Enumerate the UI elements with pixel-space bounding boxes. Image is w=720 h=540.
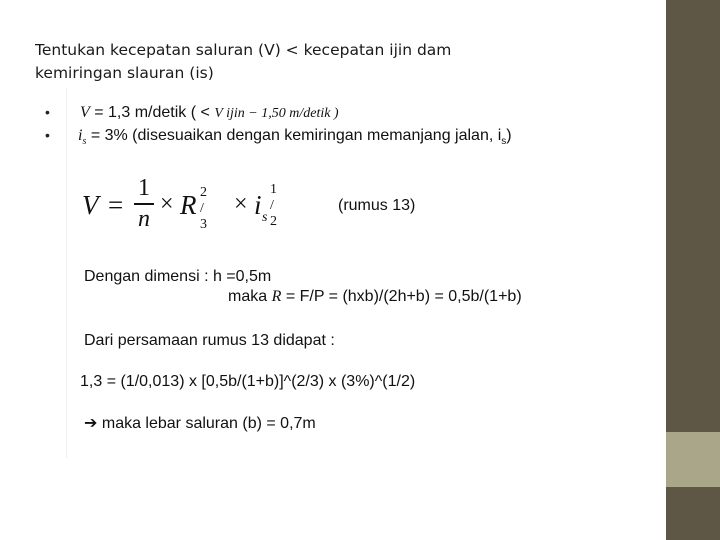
decorative-side-accent — [666, 432, 720, 487]
bullet-slope-line — [78, 127, 512, 147]
slope-close-paren: ) — [506, 127, 512, 144]
formula-i-exponent: 1 / 2 — [270, 182, 277, 229]
hydraulic-radius-line — [228, 288, 522, 306]
formula-numerator: 1 — [138, 175, 150, 201]
decorative-side-bar — [666, 0, 720, 540]
bullet-marker-2: • — [45, 127, 50, 143]
slide-title — [35, 39, 635, 85]
slide-title-line-2: kemiringan slauran (is) — [35, 64, 214, 82]
formula-R-exponent: 2 / 3 — [200, 185, 207, 232]
var-i-subscript: s — [82, 136, 87, 148]
formula-R: R — [180, 190, 197, 220]
var-V: V — [80, 104, 90, 121]
maka-prefix: maka — [228, 288, 268, 305]
var-R: R — [271, 288, 282, 305]
slope-value-text: = 3% (disesuaikan dengan kemiringan memanjang jalan, i — [90, 127, 502, 144]
allowed-velocity-text: V ijin − 1,50 m/detik ) — [214, 106, 339, 121]
bullet-velocity-line — [80, 104, 339, 122]
dimension-text: Dengan dimensi : h =0,5m — [84, 268, 272, 285]
formula-times-2: × — [234, 191, 248, 217]
result-text: maka lebar saluran (b) = 0,7m — [101, 415, 316, 432]
bullet-marker-1: • — [45, 104, 50, 120]
formula-V: V — [82, 190, 99, 220]
formula-equals: = — [108, 190, 124, 220]
solved-equation: 1,3 = (1/0,013) x [0,5b/(1+b)]^(2/3) x (3%)^(1/2) — [80, 373, 416, 390]
rumus-label: (rumus 13) — [338, 197, 416, 214]
formula-i-subscript: s — [262, 210, 268, 225]
slope-subscript: s — [501, 136, 507, 148]
formula-i: i — [254, 190, 262, 220]
formula-times-1: × — [160, 191, 174, 217]
formula-denominator: n — [138, 205, 150, 232]
derived-from-text: Dari persamaan rumus 13 didapat : — [84, 332, 335, 349]
slide-title-line-1: Tentukan kecepatan saluran (V) < kecepatan ijin dam — [35, 41, 452, 59]
formula-fraction — [134, 175, 154, 231]
hydraulic-radius-expression: = F/P = (hxb)/(2h+b) = 0,5b/(1+b) — [285, 288, 522, 305]
result-line — [84, 413, 316, 433]
var-i: i — [78, 127, 83, 144]
arrow-icon: ➔ — [84, 415, 98, 432]
formula-fraction-bar — [134, 203, 154, 205]
velocity-value-text: = 1,3 m/detik ( — [94, 104, 197, 121]
less-than-symbol: < — [200, 104, 210, 121]
